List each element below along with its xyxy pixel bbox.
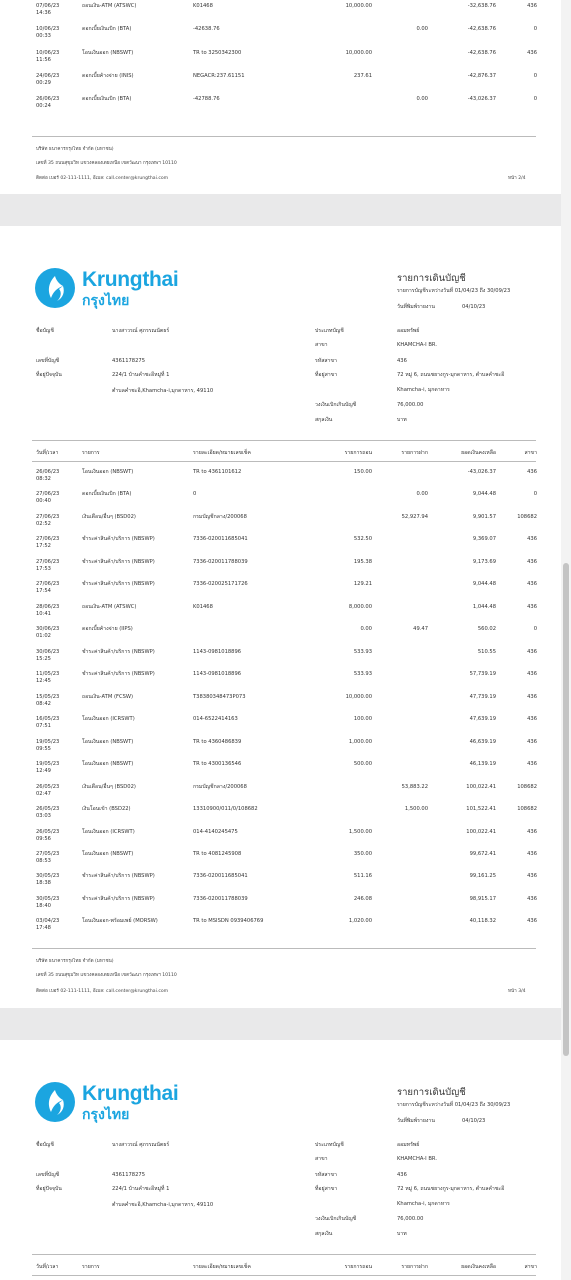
cell-desc: ดอกเบี้ยค้างจ่าย (IIPS) xyxy=(82,626,133,633)
column-header: วันที่/เวลา xyxy=(36,450,59,456)
cell-deposit: 0.00 xyxy=(416,26,428,33)
cell-date: 10/06/23 xyxy=(36,49,60,56)
cell-balance: 101,522.41 xyxy=(466,806,496,813)
cell-balance: -42,876.37 xyxy=(467,72,496,79)
statement-page-2 xyxy=(0,0,561,194)
branch-label: สาขา xyxy=(315,342,328,348)
cell-time: 17:48 xyxy=(36,925,51,932)
cell-branch: 436 xyxy=(527,536,537,543)
account-type: ออมทรัพย์ xyxy=(397,328,420,334)
address-label: ที่อยู่ปัจจุบัน xyxy=(36,1186,62,1192)
cell-withdraw: 1,000.00 xyxy=(348,738,372,745)
bank-name-en: Krungthai xyxy=(82,268,179,291)
cell-date: 27/06/23 xyxy=(36,558,60,565)
cell-detail: 7336-020025171726 xyxy=(193,581,248,588)
cell-time: 00:24 xyxy=(36,103,51,110)
cell-date: 30/06/23 xyxy=(36,626,60,633)
currency: บาท xyxy=(397,417,407,423)
column-header: รายละเอียด/หมายเลขเช็ค xyxy=(193,1264,251,1270)
cell-desc: ถอนเงิน-ATM (ATSWC) xyxy=(82,603,137,610)
column-header: รายการถอน xyxy=(344,1264,372,1270)
cell-desc: โอนเงินออก (ICRSWT) xyxy=(82,716,135,723)
account-type-label: ประเภทบัญชี xyxy=(315,328,344,334)
cell-time: 00:40 xyxy=(36,498,51,505)
column-header: รายการฝาก xyxy=(401,1264,428,1270)
column-header: ยอดเงินคงเหลือ xyxy=(461,450,496,456)
cell-balance: 99,161.25 xyxy=(469,873,496,880)
cell-balance: 9,044.48 xyxy=(472,491,496,498)
cell-withdraw: 195.38 xyxy=(353,558,372,565)
cell-time: 02:47 xyxy=(36,790,51,797)
cell-date: 27/06/23 xyxy=(36,581,60,588)
cell-date: 03/04/23 xyxy=(36,918,60,925)
cell-branch: 436 xyxy=(527,3,537,9)
cell-detail: K01468 xyxy=(193,603,213,610)
cell-date: 26/05/23 xyxy=(36,806,60,813)
print-date-label: วันที่พิมพ์รายงาน xyxy=(397,304,435,310)
branch-label: สาขา xyxy=(315,1156,328,1162)
cell-branch: 436 xyxy=(527,895,537,902)
cell-detail: TR to 4081245908 xyxy=(193,850,242,857)
cell-time: 11:56 xyxy=(36,56,51,63)
cell-time: 15:25 xyxy=(36,655,51,662)
cell-withdraw: 129.21 xyxy=(353,581,372,588)
cell-branch: 436 xyxy=(527,603,537,610)
cell-branch: 436 xyxy=(527,716,537,723)
cell-balance: 560.02 xyxy=(477,626,496,633)
branch-address-line-2: Khamcha-i, มุกดาหาร xyxy=(397,1201,450,1207)
cell-balance: 47,639.19 xyxy=(469,716,496,723)
cell-desc: ชำระค่าสินค้า/บริการ (NBSWP) xyxy=(82,648,155,655)
cell-withdraw: 350.00 xyxy=(353,850,372,857)
cell-branch: 436 xyxy=(527,738,537,745)
account-name: นางสาวรณ์ ศุภรรณนัตธร์ xyxy=(112,1142,170,1148)
cell-branch: 0 xyxy=(533,72,537,79)
cell-branch: 436 xyxy=(527,918,537,925)
print-date: 04/10/23 xyxy=(462,1118,486,1124)
cell-withdraw: 246.08 xyxy=(353,895,372,902)
cell-withdraw: 10,000.00 xyxy=(345,693,372,700)
scrollbar-thumb[interactable] xyxy=(563,563,569,1056)
cell-balance: -43,026.37 xyxy=(467,96,496,103)
footer-contact: ติดต่อ เบอร์ 02-111-1111, อีเมล: call.center@krungthai.com xyxy=(36,989,169,994)
statement-page-3 xyxy=(0,226,561,1008)
branch-name: KHAMCHA-I BR. xyxy=(397,342,437,348)
currency-label: สกุลเงิน xyxy=(315,417,333,423)
statement-page-4 xyxy=(0,1040,561,1280)
account-number: 4361178275 xyxy=(112,358,146,364)
cell-balance: 9,173.69 xyxy=(472,558,496,565)
cell-date: 24/06/23 xyxy=(36,72,60,79)
cell-time: 09:56 xyxy=(36,835,51,842)
cell-detail: TR to 4360486839 xyxy=(193,738,242,745)
cell-time: 08:32 xyxy=(36,476,51,482)
branch-code: 436 xyxy=(397,358,407,364)
account-number-label: เลขที่บัญชี xyxy=(36,1172,60,1178)
column-header: สาขา xyxy=(524,1264,537,1270)
cell-date: 30/06/23 xyxy=(36,648,60,655)
column-header: ยอดเงินคงเหลือ xyxy=(461,1264,496,1270)
cell-balance: 9,901.57 xyxy=(472,513,496,520)
cell-date: 26/06/23 xyxy=(36,96,60,103)
divider xyxy=(32,440,536,441)
cell-date: 26/05/23 xyxy=(36,783,60,790)
cell-deposit: 53,883.22 xyxy=(401,783,428,790)
address-label: ที่อยู่ปัจจุบัน xyxy=(36,372,62,378)
cell-withdraw: 532.50 xyxy=(353,536,372,543)
cell-balance: 100,022.41 xyxy=(466,828,496,835)
cell-branch: 0 xyxy=(533,491,537,498)
cell-branch: 436 xyxy=(527,693,537,700)
cell-date: 30/05/23 xyxy=(36,873,60,880)
column-header: รายการ xyxy=(82,450,100,456)
branch-code-label: รหัสสาขา xyxy=(315,1172,337,1178)
divider xyxy=(32,136,536,137)
cell-balance: -42,638.76 xyxy=(467,49,496,56)
cell-detail: K01468 xyxy=(193,3,213,9)
krungthai-logo-icon xyxy=(35,1082,75,1122)
cell-detail: 1143-0981018896 xyxy=(193,671,242,678)
cell-desc: ชำระค่าสินค้า/บริการ (NBSWP) xyxy=(82,558,155,565)
cell-desc: ชำระค่าสินค้า/บริการ (NBSWP) xyxy=(82,895,155,902)
cell-desc: ดอกเบี้ยเงินเบิก (BTA) xyxy=(82,96,132,103)
currency: บาท xyxy=(397,1231,407,1237)
column-header: รายละเอียด/หมายเลขเช็ค xyxy=(193,450,251,456)
divider xyxy=(32,1275,536,1276)
page-number: หน้า 2/4 xyxy=(508,176,526,181)
overdraft-label: วงเงินเบิกเกินบัญชี xyxy=(315,1216,357,1222)
cell-balance: 46,639.19 xyxy=(469,738,496,745)
cell-desc: โอนเงินออก (ICRSWT) xyxy=(82,828,135,835)
cell-time: 03:03 xyxy=(36,813,51,820)
cell-date: 27/06/23 xyxy=(36,536,60,543)
cell-time: 00:33 xyxy=(36,33,51,40)
cell-balance: -42,638.76 xyxy=(467,26,496,33)
cell-date: 27/06/23 xyxy=(36,491,60,498)
cell-desc: ชำระค่าสินค้า/บริการ (NBSWP) xyxy=(82,581,155,588)
account-type-label: ประเภทบัญชี xyxy=(315,1142,344,1148)
branch-code-label: รหัสสาขา xyxy=(315,358,337,364)
account-number-label: เลขที่บัญชี xyxy=(36,358,60,364)
cell-balance: 9,369.07 xyxy=(472,536,496,543)
cell-time: 12:45 xyxy=(36,678,51,685)
address-line-2: ตำบลคำชะอี,Khamcha-i,มุกดาหาร, 49110 xyxy=(112,1202,214,1208)
cell-date: 27/05/23 xyxy=(36,850,60,857)
cell-detail: TR to 4361101612 xyxy=(193,469,242,475)
cell-time: 12:49 xyxy=(36,768,51,775)
branch-address-line-1: 72 หมู่ 6, ถนนชยางกูร-มุกดาหาร, ตำบลคำชะอี xyxy=(397,372,505,378)
cell-deposit: 52,927.94 xyxy=(401,513,428,520)
cell-balance: 47,739.19 xyxy=(469,693,496,700)
cell-time: 18:40 xyxy=(36,902,51,909)
cell-desc: โอนเงินออก (NBSWT) xyxy=(82,761,134,768)
cell-desc: ถอนเงิน-ATM (ATSWC) xyxy=(82,3,137,9)
cell-detail: TR to 3250342300 xyxy=(193,49,242,56)
cell-withdraw: 10,000.00 xyxy=(345,49,372,56)
cell-time: 00:29 xyxy=(36,79,51,86)
cell-balance: 1,044.48 xyxy=(472,603,496,610)
cell-date: 19/05/23 xyxy=(36,738,60,745)
cell-detail: 014-6522414163 xyxy=(193,716,238,723)
cell-withdraw: 1,020.00 xyxy=(348,918,372,925)
cell-desc: ชำระค่าสินค้า/บริการ (NBSWP) xyxy=(82,873,155,880)
cell-desc: โอนเงินออก (NBSWT) xyxy=(82,738,134,745)
cell-balance: 9,044.48 xyxy=(472,581,496,588)
cell-branch: 436 xyxy=(527,648,537,655)
cell-branch: 436 xyxy=(527,49,537,56)
currency-label: สกุลเงิน xyxy=(315,1231,333,1237)
cell-desc: ดอกเบี้ยเงินเบิก (BTA) xyxy=(82,491,132,498)
cell-time: 17:53 xyxy=(36,565,51,572)
cell-withdraw: 511.16 xyxy=(353,873,372,880)
branch-name: KHAMCHA-I BR. xyxy=(397,1156,437,1162)
cell-date: 28/06/23 xyxy=(36,603,60,610)
cell-date: 07/06/23 xyxy=(36,3,60,9)
divider xyxy=(32,948,536,949)
branch-address-label: ที่อยู่สาขา xyxy=(315,372,338,378)
cell-detail: -42638.76 xyxy=(193,26,220,33)
cell-balance: 100,022.41 xyxy=(466,783,496,790)
cell-time: 17:52 xyxy=(36,543,51,550)
cell-withdraw: 533.93 xyxy=(353,671,372,678)
cell-balance: 46,139.19 xyxy=(469,761,496,768)
cell-desc: ชำระค่าสินค้า/บริการ (NBSWP) xyxy=(82,536,155,543)
cell-desc: ดอกเบี้ยเงินเบิก (BTA) xyxy=(82,26,132,33)
account-number: 4361178275 xyxy=(112,1172,146,1178)
column-header: สาขา xyxy=(524,450,537,456)
column-header: รายการ xyxy=(82,1264,100,1270)
statement-period: รายการบัญชีระหว่างวันที่ 01/04/23 ถึง 30/09/23 xyxy=(397,288,511,294)
page-number: หน้า 3/4 xyxy=(508,989,526,994)
cell-withdraw: 8,000.00 xyxy=(348,603,372,610)
branch-code: 436 xyxy=(397,1172,407,1178)
account-name-label: ชื่อบัญชี xyxy=(36,328,54,334)
cell-detail: 7336-020011788039 xyxy=(193,558,248,565)
cell-detail: 0 xyxy=(193,491,197,498)
cell-date: 16/05/23 xyxy=(36,716,60,723)
cell-detail: NEGACR:237.61151 xyxy=(193,72,245,79)
krungthai-logo-icon xyxy=(35,268,75,308)
overdraft-limit: 76,000.00 xyxy=(397,402,424,408)
cell-balance: 510.55 xyxy=(477,648,496,655)
cell-time: 08:53 xyxy=(36,857,51,864)
print-date: 04/10/23 xyxy=(462,304,486,310)
cell-detail: -42788.76 xyxy=(193,96,220,103)
cell-time: 08:42 xyxy=(36,700,51,707)
scrollbar-track[interactable] xyxy=(561,0,571,1280)
cell-time: 02:52 xyxy=(36,520,51,527)
cell-deposit: 1,500.00 xyxy=(404,806,428,813)
footer-address: เลขที่ 35 ถนนสุขุมวิท แขวงคลองเตยเหนือ เขตวัฒนา กรุงเทพฯ 10110 xyxy=(36,161,177,166)
print-date-label: วันที่พิมพ์รายงาน xyxy=(397,1118,435,1124)
cell-desc: โอนเงินออก (NBSWT) xyxy=(82,469,134,475)
cell-detail: 7336-020011788039 xyxy=(193,895,248,902)
document-title: รายการเดินบัญชี xyxy=(397,273,466,284)
branch-address-label: ที่อยู่สาขา xyxy=(315,1186,338,1192)
cell-balance: -32,638.76 xyxy=(467,3,496,9)
cell-balance: 99,672.41 xyxy=(469,850,496,857)
cell-date: 26/06/23 xyxy=(36,469,60,475)
cell-detail: 7336-020011685041 xyxy=(193,536,248,543)
overdraft-label: วงเงินเบิกเกินบัญชี xyxy=(315,402,357,408)
bank-name-th: กรุงไทย xyxy=(82,292,130,308)
cell-desc: ชำระค่าสินค้า/บริการ (NBSWP) xyxy=(82,671,155,678)
cell-detail: 1143-0981018896 xyxy=(193,648,242,655)
cell-time: 10:41 xyxy=(36,610,51,617)
cell-branch: 436 xyxy=(527,761,537,768)
branch-address-line-1: 72 หมู่ 6, ถนนชยางกูร-มุกดาหาร, ตำบลคำชะอี xyxy=(397,1186,505,1192)
cell-desc: ดอกเบี้ยค้างจ่าย (INIS) xyxy=(82,72,134,79)
cell-desc: เงินโอนเข้า (BSD22) xyxy=(82,806,131,813)
cell-detail: กรมบัญชีกลาง/200068 xyxy=(193,783,247,790)
cell-withdraw: 100.00 xyxy=(353,716,372,723)
divider xyxy=(32,461,536,462)
cell-withdraw: 533.93 xyxy=(353,648,372,655)
cell-time: 14:36 xyxy=(36,10,51,16)
cell-branch: 436 xyxy=(527,671,537,678)
cell-date: 19/05/23 xyxy=(36,761,60,768)
cell-desc: เงินเดือน/อื่นๆ (BSD02) xyxy=(82,783,136,790)
cell-detail: T38380348473P073 xyxy=(193,693,246,700)
cell-time: 09:55 xyxy=(36,745,51,752)
cell-detail: TR to 4300136546 xyxy=(193,761,242,768)
cell-date: 15/05/23 xyxy=(36,693,60,700)
account-name: นางสาวรณ์ ศุภรรณนัตธร์ xyxy=(112,328,170,334)
cell-date: 27/06/23 xyxy=(36,513,60,520)
footer-address: เลขที่ 35 ถนนสุขุมวิท แขวงคลองเตยเหนือ เขตวัฒนา กรุงเทพฯ 10110 xyxy=(36,973,177,978)
cell-withdraw: 150.00 xyxy=(353,469,372,475)
cell-desc: โอนเงินออก-พร้อมเพย์ (MORSW) xyxy=(82,918,158,925)
cell-detail: 13310900/011/0/108682 xyxy=(193,806,258,813)
column-header: วันที่/เวลา xyxy=(36,1264,59,1270)
cell-branch: 436 xyxy=(527,558,537,565)
cell-withdraw: 237.61 xyxy=(353,72,372,79)
footer-company: บริษัท ธนาคารกรุงไทย จำกัด (มหาชน) xyxy=(36,147,114,152)
cell-date: 30/05/23 xyxy=(36,895,60,902)
cell-branch: 108682 xyxy=(517,513,537,520)
cell-branch: 436 xyxy=(527,469,537,475)
account-name-label: ชื่อบัญชี xyxy=(36,1142,54,1148)
cell-branch: 108682 xyxy=(517,806,537,813)
cell-balance: 98,915.17 xyxy=(469,895,496,902)
account-type: ออมทรัพย์ xyxy=(397,1142,420,1148)
cell-time: 07:51 xyxy=(36,723,51,730)
cell-branch: 0 xyxy=(533,26,537,33)
cell-branch: 0 xyxy=(533,96,537,103)
divider xyxy=(32,1254,536,1255)
cell-date: 10/06/23 xyxy=(36,26,60,33)
cell-detail: TR to MSISDN 0939406769 xyxy=(193,918,264,925)
cell-branch: 0 xyxy=(533,626,537,633)
cell-date: 11/05/23 xyxy=(36,671,60,678)
cell-desc: โอนเงินออก (NBSWT) xyxy=(82,49,134,56)
statement-period: รายการบัญชีระหว่างวันที่ 01/04/23 ถึง 30/09/23 xyxy=(397,1102,511,1108)
footer-company: บริษัท ธนาคารกรุงไทย จำกัด (มหาชน) xyxy=(36,959,114,964)
cell-deposit: 0.00 xyxy=(416,96,428,103)
overdraft-limit: 76,000.00 xyxy=(397,1216,424,1222)
cell-deposit: 49.47 xyxy=(413,626,428,633)
address-line-2: ตำบลคำชะอี,Khamcha-i,มุกดาหาร, 49110 xyxy=(112,388,214,394)
cell-branch: 108682 xyxy=(517,783,537,790)
cell-balance: 40,118.32 xyxy=(469,918,496,925)
cell-time: 17:54 xyxy=(36,588,51,595)
document-title: รายการเดินบัญชี xyxy=(397,1087,466,1098)
footer-contact: ติดต่อ เบอร์ 02-111-1111, อีเมล: call.center@krungthai.com xyxy=(36,176,169,181)
cell-withdraw: 500.00 xyxy=(353,761,372,768)
bank-name-th: กรุงไทย xyxy=(82,1106,130,1122)
cell-deposit: 0.00 xyxy=(416,491,428,498)
column-header: รายการฝาก xyxy=(401,450,428,456)
bank-name-en: Krungthai xyxy=(82,1082,179,1105)
cell-branch: 436 xyxy=(527,873,537,880)
address-line-1: 224/1 บ้านคำชะอีหมู่ที่ 1 xyxy=(112,372,170,378)
cell-time: 01:02 xyxy=(36,633,51,640)
cell-desc: ถอนเงิน-ATM (FCSW) xyxy=(82,693,134,700)
address-line-1: 224/1 บ้านคำชะอีหมู่ที่ 1 xyxy=(112,1186,170,1192)
cell-withdraw: 0.00 xyxy=(360,626,372,633)
cell-withdraw: 10,000.00 xyxy=(345,3,372,9)
cell-balance: -43,026.37 xyxy=(467,469,496,475)
cell-time: 18:38 xyxy=(36,880,51,887)
cell-branch: 436 xyxy=(527,850,537,857)
cell-date: 26/05/23 xyxy=(36,828,60,835)
cell-withdraw: 1,500.00 xyxy=(348,828,372,835)
cell-balance: 57,739.19 xyxy=(469,671,496,678)
cell-detail: 7336-020011685041 xyxy=(193,873,248,880)
cell-desc: โอนเงินออก (NBSWT) xyxy=(82,850,134,857)
branch-address-line-2: Khamcha-i, มุกดาหาร xyxy=(397,387,450,393)
column-header: รายการถอน xyxy=(344,450,372,456)
cell-branch: 436 xyxy=(527,828,537,835)
cell-detail: กรมบัญชีกลาง/200068 xyxy=(193,513,247,520)
cell-detail: 014-4140245475 xyxy=(193,828,238,835)
cell-branch: 436 xyxy=(527,581,537,588)
cell-desc: เงินเดือน/อื่นๆ (BSD02) xyxy=(82,513,136,520)
